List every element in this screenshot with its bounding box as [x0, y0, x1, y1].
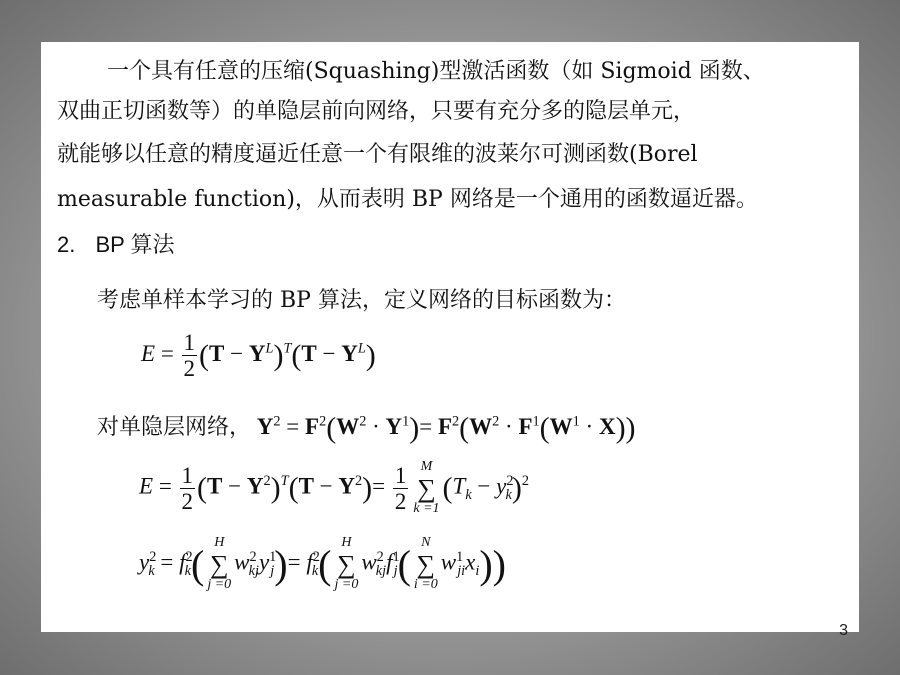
section-title: BP 算法	[95, 232, 175, 257]
section-number: 2.	[57, 232, 76, 257]
paragraph-line-2: 双曲正切函数等）的单隐层前向网络，只要有充分多的隐层单元，	[57, 99, 696, 124]
error-equation: E = $\frac{1}{2}$ $(T - Y^2)^T(T - Y^2)=$ $\frac{1}{2}$ M ∑ k =1 $(T_k - y^2_k)^2$	[139, 459, 529, 516]
network-equation: 对单隐层网络， $Y^2 = F^2(W^2 \cdot Y^1)= F^2(W^2 \cdot F^1(W^1 \cdot X))$	[97, 411, 636, 445]
equation-label: 对单隐层网络，	[97, 415, 252, 440]
section-heading	[57, 228, 175, 259]
intro-text: 考虑单样本学习的 BP 算法，定义网络的目标函数为：	[97, 288, 626, 313]
paragraph-line-3: 就能够以任意的精度逼近任意一个有限维的波莱尔可测函数(Borel	[57, 142, 698, 167]
paragraph-line-1: 一个具有任意的压缩(Squashing)型激活函数（如 Sigmoid 函数、	[107, 59, 765, 84]
paragraph-line-4: measurable function)，从而表明 BP 网络是一个通用的函数逼近器。	[57, 187, 758, 212]
objective-equation: E = $\frac{1}{2}$ $(T - Y^L)^T(T - Y^L)$	[141, 330, 376, 382]
page-number: 3	[839, 622, 848, 639]
output-equation: $y^2_k = f^2_k$( H ∑ j =0 $w^2_{kj}y^1_j)= f^2_k$( H ∑ j =0 $w^2_{kj}f^1_j$( N ∑ i =0 $w^1_{ji}x_i$))	[139, 535, 506, 592]
slide	[41, 42, 859, 632]
